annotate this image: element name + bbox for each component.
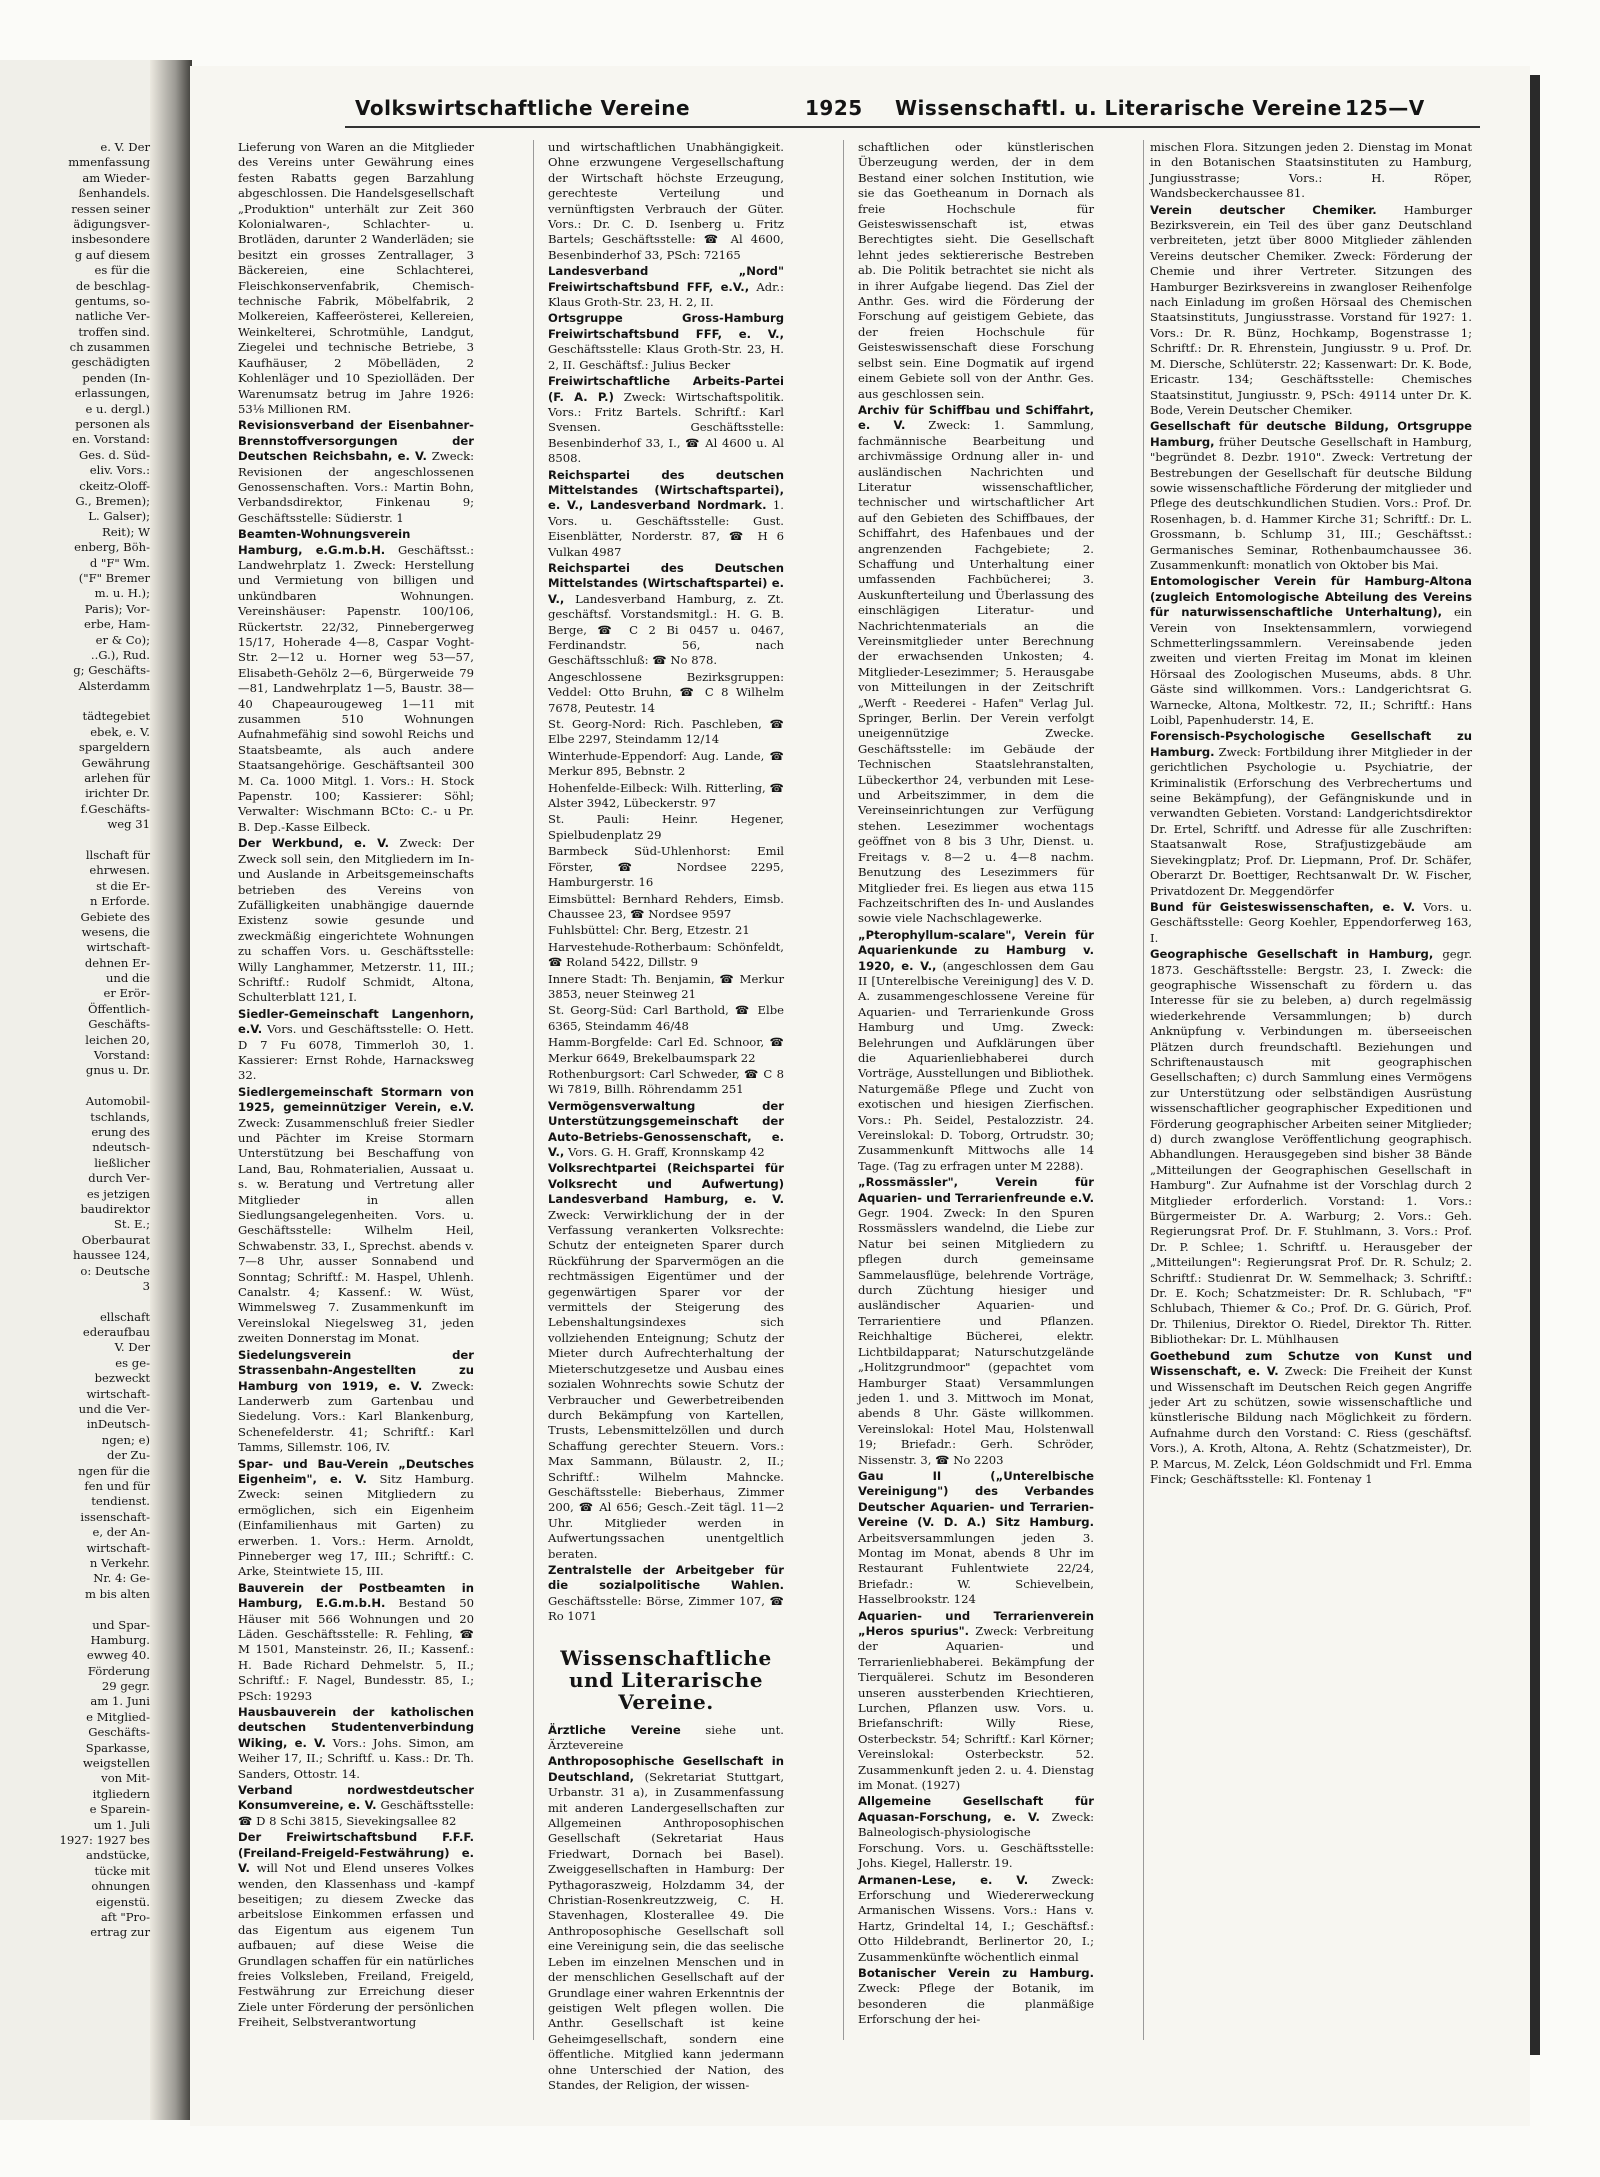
header-rule: [345, 126, 1480, 128]
fragment-line: m. u. H.);: [94, 586, 150, 601]
fragment-line: arlehen für: [84, 771, 150, 786]
fragment-line: e, der An-: [92, 1525, 150, 1540]
fragment-line: ("F" Bremer: [78, 570, 150, 585]
fragment-line: m bis alten: [84, 1586, 150, 1601]
fragment-line: ndeutsch-: [92, 1140, 150, 1155]
fragment-line: ohnungen: [91, 1879, 150, 1894]
column-2: [238, 140, 474, 2070]
entry-heading: Landesverband „Nord" Freiwirtschaftsbund FFF, e.V.,: [548, 264, 784, 294]
fragment-line: Gewährung: [81, 755, 150, 770]
entry-text: Angeschlossene Bezirksgruppen: Veddel: Otto Bruhn, ☎ C 8 Wilhelm 7678, Peutestr. 14: [548, 669, 784, 715]
fragment-line: gentums, so-: [74, 293, 150, 308]
directory-entry: [548, 1723, 784, 1754]
fragment-line: e Sparein-: [89, 1802, 150, 1817]
directory-entry: [548, 468, 784, 560]
directory-entry: [238, 1007, 474, 1084]
fragment-line: erung des: [91, 1125, 150, 1139]
fragment-line: weigstellen: [82, 1756, 150, 1771]
entry-text: Fuhlsbüttel: Chr. Berg, Etzestr. 21: [548, 923, 750, 938]
entry-text: ein Verein von Insektensammlern, vorwiegend Schmetterlingssammlern. Vereinsabende jeden zweiten und vierten Freitag im Monat im kleinen Hörsaal des Zoologischen Museums, abds. 8 Uhr. Gäste sind willkommen. Vors.: Landgerichtsrat G. Warnecke, Altona, Moltkestr. 72, II.; Schriftf.: Hans Loibl, Papenhuderstr. 14, E.: [1150, 605, 1472, 728]
entry-text: Geschäftsst.: Landwehrplatz 1. Zweck: Herstellung und Vermietung von billigen und unkündbaren Wohnungen. Vereinshäuser: Papenstr. 100/106, Rückertstr. 22/32, Pinnebergerweg 15/17, Hoherade 4—8, Caspar Voght-Str. 2—12 u. Horner weg 53—57, Elisabeth-Gehölz 2—6, Bürgerweide 79—81, Landwehrplatz 1—5, Baustr. 38—40 Chapeaurougeweg 1—11 mit zusammen 510 Wohnungen Aufnahmefähig sind sowohl Reichs und Staatsbeamte, als auch andere Staatsangehörige. Geschäftsanteil 300 M. Ca. 1000 Mitgl. 1. Vors.: H. Stock Papenstr. 100; Kassierer: Söhl; Verwalter: Wischmann BCto: C.- u Pr. B. Dep.-Kasse Eilbeck.: [238, 542, 474, 834]
directory-entry: [858, 140, 1094, 402]
entry-text: Zweck: Erforschung und Wiedererweckung Armanischen Wissens. Vors.: Hans v. Hartz, Grindeltal 14, I.; Geschäftsf.: Otto Hildebrandt, Berlinertor 20, I.; Zusammenkünfte wöchentlich einmal: [858, 1872, 1094, 1964]
fragment-line: es jetzigen: [86, 1186, 150, 1201]
fragment-line: de beschlag-: [75, 278, 150, 293]
fragment-line: aft "Pro-: [100, 1909, 150, 1924]
entry-text: Winterhude-Eppendorf: Aug. Lande, ☎ Merkur 895, Bebnstr. 2: [548, 748, 784, 779]
fragment-line: inDeutsch-: [86, 1417, 150, 1432]
entry-heading: Anthroposophische Gesellschaft in Deutschland,: [548, 1754, 784, 1784]
entry-text: Gegr. 1904. Zweck: In den Spuren Rossmässlers wandelnd, die Liebe zur Natur bei seinen Mitgliedern zu pflegen durch gemeinsame Sammelausflüge, belehrende Vorträge, durch Züchtung hiesiger und ausländischer Aquarien- und Terrarientiere und Pflanzen. Reichhaltige Bücherei, elektr. Lichtbildapparat; Naturschutzgelände „Holitzgrundmoor" (gepachtet vom Hamburger Staat) Versammlungen jeden 1. und 3. Mittwoch im Monat, abends 8 Uhr. Gäste willkommen. Vereinslokal: Hotel Mau, Holstenwall 19; Briefadr.: Gerh. Schröder, Nissenstr. 3, ☎ No 2203: [858, 1206, 1094, 1467]
fragment-line: ellschaft: [99, 1309, 150, 1324]
directory-entry: [548, 812, 784, 843]
entry-text: Barmbeck Süd-Uhlenhorst: Emil Förster, ☎ Nordsee 2295, Hamburgerstr. 16: [548, 844, 784, 890]
directory-entry: [1150, 729, 1472, 898]
fragment-line: V. Der: [114, 1340, 150, 1355]
entry-text: St. Georg-Süd: Carl Barthold, ☎ Elbe 6365, Steindamm 46/48: [548, 1003, 784, 1033]
fragment-line: e. V. Der: [100, 140, 150, 154]
fragment-line: ädigungsver-: [73, 216, 150, 231]
fragment-line: [50, 1602, 150, 1617]
fragment-line: ewweg 40.: [86, 1648, 150, 1663]
fragment-line: [50, 833, 150, 848]
fragment-line: ressen seiner: [71, 201, 150, 216]
entry-text: mischen Flora. Sitzungen jeden 2. Dienstag im Monat in den Botanischen Staatsinstituten zu Hamburg, Jungiusstrasse; Vors.: H. Röper, Wandsbeckerchaussee 81.: [1150, 140, 1472, 201]
fragment-line: haussee 124,: [73, 1248, 150, 1263]
fragment-line: ederaufbau: [82, 1325, 150, 1340]
fragment-line: [50, 1079, 150, 1094]
fragment-line: 1927: 1927 bes: [59, 1832, 150, 1847]
column-4: [858, 140, 1094, 2070]
fragment-line: Paris); Vor-: [84, 601, 150, 616]
entry-heading: Spar- und Bau-Verein „Deutsches Eigenheim", e. V.: [238, 1456, 474, 1486]
directory-entry: [548, 1035, 784, 1066]
directory-entry: [548, 844, 784, 890]
fragment-line: Vorstand:: [93, 1048, 150, 1063]
fragment-line: irichter Dr.: [85, 786, 150, 801]
fragment-line: ngen für die: [78, 1463, 150, 1478]
directory-entry: [548, 972, 784, 1003]
directory-entry: [548, 781, 784, 812]
entry-text: Zweck: Die Freiheit der Kunst und Wissenschaft im Deutschen Reich gegen Angriffe jeder Art zu schützen, sowie wissenschaftliche und künstlerische Bildung nach Möglichkeit zu fördern. Aufnahme durch den Vorstand: C. Riess (geschäftsf. Vors.), A. Kroth, Altona, A. Rehtz (Schatzmeister), Dr. P. Marcus, M. Zelck, Léon Goldschmidt und Frl. Emma Finck; Geschäftsstelle: Kl. Fontenay 1: [1150, 1364, 1472, 1486]
directory-entry: [238, 836, 474, 1005]
page-number: 125—V: [1345, 96, 1425, 120]
fragment-line: geschädigten: [71, 355, 150, 370]
directory-entry: [858, 1609, 1094, 1794]
fragment-line: von Mit-: [101, 1771, 150, 1786]
entry-heading: „Pterophyllum-scalare", Verein für Aquarienkunde zu Hamburg v. 1920, e. V.,: [858, 927, 1094, 973]
fragment-line: Geschäfts-: [88, 1017, 150, 1032]
fragment-line: Hamburg.: [90, 1632, 150, 1647]
entry-heading: Reichspartei des Deutschen Mittelstandes (Wirtschaftspartei) e. V.,: [548, 560, 784, 606]
fragment-line: andstücke,: [86, 1848, 150, 1863]
fragment-line: insbesondere: [71, 232, 150, 247]
directory-entry: [1150, 574, 1472, 728]
fragment-line: ..G.), Rud.: [90, 647, 150, 662]
entry-text: Adr.: Klaus Groth-Str. 23, H. 2, II.: [548, 279, 785, 310]
directory-entry: [858, 1175, 1094, 1468]
fragment-line: llschaft für: [85, 847, 150, 862]
fragment-line: erbe, Ham-: [84, 617, 150, 632]
entry-text: Hamburger Bezirksverein, ein Teil des über ganz Deutschland verbreiteten, jetzt über 8000 Mitglieder zählenden Vereins deutscher Chemiker. Zweck: Förderung der Chemie und ihrer Vertreter. Sitzungen des Hamburger Bezirksvereins in zwangloser Reihenfolge nach Einladung im großen Hörsaal des Chemischen Staatsinstituts, Jungiusstrasse. Vorstand für 1927: 1. Vors.: Dr. R. Bünz, Hochkamp, Bogenstrasse 1; Schriftf.: Dr. R. Ehrenstein, Jungiusstr. 9 u. Prof. Dr. M. Diersche, Schlüterstr. 22; Kassenwart: Dr. K. Bode, Ericastr. 134; Geschäftsstelle: Chemisches Staatsinstitut, Jungiusstr. 9, PSch: 49114 unter Dr. K. Bode, Verein Deutscher Chemiker.: [1150, 202, 1472, 417]
entry-text: Zweck: Revisionen der angeschlossenen Genossenschaften. Vors.: Martin Bohn, Verbandsdirektor, Finkenau 9; Geschäftsstelle: Südierstr. 1: [238, 449, 475, 525]
fragment-line: e Mitglied-: [86, 1709, 150, 1724]
fragment-line: es ge-: [115, 1355, 150, 1370]
fragment-line: n Erforde.: [90, 894, 150, 909]
fragment-line: e u. dergl.): [85, 401, 150, 416]
entry-text: Zweck: Wirtschaftspolitik. Vors.: Fritz Bartels. Schriftf.: Karl Svensen. Geschäftsstelle: Besenbinderhof 33, I., ☎ Al 4600 u. Al 8508.: [548, 389, 784, 466]
fragment-line: d "F" Wm.: [89, 555, 150, 570]
directory-entry: [548, 1754, 784, 2093]
fragment-line: Öffentlich-: [87, 1001, 150, 1016]
entry-text: Geschäftsstelle: ☎ D 8 Schi 3815, Sievekingsallee 82: [238, 1798, 475, 1828]
entry-text: Arbeitsversammlungen jeden 3. Montag im Monat, abends 8 Uhr im Restaurant Fuhlentwiete 22/24, Briefadr.: W. Schievelbein, Hasselbrookstr. 124: [858, 1530, 1094, 1607]
entry-text: St. Pauli: Heinr. Hegener, Spielbudenplatz 29: [548, 812, 784, 842]
fragment-line: spargeldern: [78, 740, 150, 755]
fragment-line: am 1. Juni: [90, 1694, 150, 1709]
fragment-line: erlassungen,: [74, 386, 150, 401]
fragment-line: en. Vorstand:: [72, 432, 150, 447]
column-left-page-fragment: [50, 140, 150, 2070]
fragment-line: tücke mit: [94, 1863, 150, 1878]
entry-text: Zweck: Verbreitung der Aquarien- und Terrarienliebhaberei. Bekämpfung der Tierquälerei. Schutz im Besonderen unseren aussterbenden Kriechtieren, Lurchen, Pflanzen usw. Vors. u. Briefanschrift: Willy Riese, Osterbeckstr. 54; Schriftf.: Karl Körner; Vereinslokal: Osterbeckstr. 52. Zusammenkunft jeden 2. u. 4. Dienstag im Monat. (1927): [858, 1624, 1094, 1793]
fragment-line: troffen sind.: [78, 324, 150, 339]
entry-text: Zweck: Der Zweck soll sein, den Mitgliedern im In- und Auslande in Arbeitsgemeinschafts betrieben des Vereins von Zufälligkeiten unabhängige dauernde Existenz sowie gesunde und zweckmäßig eingerichtete Wohnungen zu schaffen Vors. u. Geschäftsstelle: Willy Langhammer, Metzerstr. 11, III.; Schriftf.: Rudolf Schmidt, Altona, Schulterblatt 121, I.: [238, 836, 475, 1005]
fragment-line: 29 gegr.: [101, 1679, 150, 1694]
directory-entry: [238, 418, 474, 526]
entry-text: Hamm-Borgfelde: Carl Ed. Schnoor, ☎ Merkur 6649, Brekelbaumspark 22: [548, 1035, 784, 1065]
fragment-line: enberg, Böh-: [74, 540, 150, 555]
entry-text: Geschäftsstelle: Klaus Groth-Str. 23, H. 2, II. Geschäftsf.: Julius Becker: [548, 342, 784, 372]
directory-entry: [238, 1348, 474, 1456]
directory-entry: [1150, 900, 1472, 946]
entry-text: (angeschlossen dem Gau II [Unterelbische Vereinigung] des V. D. A. zusammengeschlossene Vereine für Aquarien- und Terrarienkunde Gross Hamburg und Umg. Zweck: Belehrungen und Aufklärungen über die Aquarienliebhaberei durch Vorträge, Ausstellungen und Bibliothek. Naturgemäße Pflege und Zucht von exotischen und hiesigen Zierfischen. Vors.: Ph. Seidel, Pestalozzistr. 24. Vereinslokal: D. Toborg, Ortrudstr. 30; Zusammenkunft Mittwochs alle 14 Tage. (Tag zu erfragen unter M 2288).: [858, 958, 1094, 1173]
fragment-line: L. Galser);: [88, 509, 150, 524]
directory-entry: [858, 1966, 1094, 2028]
directory-entry: [548, 140, 784, 263]
fragment-line: g auf diesem: [74, 247, 150, 262]
fragment-line: Automobil-: [85, 1094, 150, 1109]
entry-heading: Forensisch-Psychologische Gesellschaft zu Hamburg.: [1150, 729, 1472, 759]
fragment-line: und Spar-: [92, 1617, 150, 1632]
entry-text: 1. Vors. u. Geschäftsstelle: Gust. Eisenblätter, Norderstr. 87, ☎ H 6 Vulkan 4987: [548, 498, 784, 559]
fragment-line: am Wieder-: [82, 170, 150, 185]
entry-text: Vors.: Johs. Simon, am Weiher 17, II.; Schriftf. u. Kass.: Dr. Th. Sanders, Ottostr. 14.: [238, 1735, 474, 1781]
column-divider: [843, 140, 844, 2040]
column-divider: [533, 140, 534, 2040]
directory-entry: [858, 1873, 1094, 1965]
entry-text: siehe unt. Ärztevereine: [548, 1722, 784, 1752]
directory-entry: [548, 1563, 784, 1625]
fragment-line: personen als: [75, 417, 150, 432]
entry-text: Landesverband Hamburg, z. Zt. geschäftsf. Vorstandsmitgl.: H. G. B. Berge, ☎ C 2 Bi 0457 u. 0467, Ferdinandstr. 56, nach Geschäftsschluß: ☎ No 878.: [548, 591, 784, 668]
directory-entry: [548, 940, 784, 971]
entry-text: will Not und Elend unseres Volkes wenden, den Klassenhass und -kampf beseitigen; zu diesem Zwecke das arbeitslose Einkommen erfassen und das Eigentum aus eigenem Tun aufbauen; auf diese Weise die Grundlagen schaffen für ein natürliches freies Volksleben, Freiland, Freigeld, Festwährung zur Erreichung dieser Ziele unter Förderung der persönlichen Freiheit, Selbstverantwortung: [238, 1861, 474, 2030]
entry-text: Zweck: Landerwerb zum Gartenbau und Siedelung. Vors.: Karl Blankenburg, Schenefelderstr. 41; Schriftf.: Karl Tamms, Sillemstr. 106, IV.: [238, 1378, 475, 1455]
entry-heading: Allgemeine Gesellschaft für Aquasan-Forschung, e. V.: [858, 1794, 1094, 1824]
fragment-line: durch Ver-: [88, 1171, 150, 1186]
running-header-year: 1925: [805, 96, 863, 120]
directory-entry: [548, 923, 784, 938]
running-header-left: Volkswirtschaftliche Vereine: [355, 96, 691, 120]
entry-heading: Bauverein der Postbeamten in Hamburg, E.G.m.b.H.: [238, 1580, 474, 1611]
directory-entry: [1150, 1349, 1472, 1488]
fragment-line: baudirektor: [80, 1201, 150, 1216]
fragment-line: er & Co);: [95, 632, 150, 647]
column-3: [548, 140, 785, 2092]
fragment-line: es für die: [94, 263, 150, 278]
fragment-line: wirtschaft-: [86, 940, 150, 955]
entry-text: Zweck: Balneologisch-physiologische Forschung. Vors. u. Geschäftsstelle: Johs. Kiegel, Hallerstr. 19.: [858, 1809, 1095, 1871]
section-title: Wissenschaftliche und Literarische Vereine.: [560, 1645, 772, 1714]
directory-entry: [548, 1067, 784, 1098]
fragment-line: Geschäfts-: [88, 1725, 150, 1740]
entry-heading: Siedlergemeinschaft Stormarn von 1925, gemeinnütziger Verein, e.V.: [238, 1084, 474, 1115]
entry-text: gegr. 1873. Geschäftsstelle: Bergstr. 23, I. Zweck: die geographische Wissenschaft zu fördern u. das Interesse für sie zu beleben, a) durch regelmässig wiederkehrende Versammlungen; b) durch Anknüpfung v. Verbindungen m. überseeischen Plätzen durch freundschaftl. Beziehungen und Schriftenaustausch mit geographischen Gesellschaften; c) durch Sammlung eines Vermögens zur Unterstützung oder selbständigen Ausrüstung wissenschaftlicher geographischer Expeditionen und Förderung geographischer Arbeiten seiner Mitglieder; d) durch zwanglose Veröffentlichung geographisch. Abhandlungen. Herausgegeben sind bisher 38 Bände „Mitteilungen der Geographischen Gesellschaft in Hamburg". Zur Aufnahme ist der Vorschlag durch 2 Mitglieder erforderlich. Vorstand: 1. Vors.: Bürgermeister Dr. A. Warburg; 2. Vors.: Geh. Regierungsrat Prof. Dr. F. Stuhlmann, 3. Vors.: Prof. Dr. P. Schlee; 1. Schriftf. u. Herausgeber der „Mitteilungen": Regierungsrat Prof. Dr. R. Schulz; 2. Schriftf.: Studienrat Dr. W. Semmelhack; 3. Schriftf.: Dr. E. Koch; Schatzmeister: Dr. R. Schlubach, "F" Schlubach, Thiemer & Co.; Prof. Dr. G. Gürich, Prof. Dr. Thilenius, Direktor O. Riedel, Direktor Th. Ritter. Bibliothekar: Dr. L. Mühlhausen: [1150, 947, 1473, 1347]
fragment-line: 3: [142, 1278, 150, 1293]
directory-entry: [548, 1161, 784, 1562]
directory-entry: [548, 264, 784, 310]
fragment-line: [50, 694, 150, 709]
directory-entry: [548, 717, 784, 748]
fragment-line: wirtschaft-: [86, 1386, 150, 1401]
entry-text: Vors. G. H. Graff, Kronnskamp 42: [564, 1145, 765, 1159]
entry-text: schaftlichen oder künstlerischen Überzeugung werden, der in dem Bestand einer solchen Institution, wie sie das Goetheanum in Dornach als freie Hochschule für Geisteswissenschaft ist, etwas Berechtigtes sieht. Die Gesellschaft lehnt jedes sektiererische Bestreben ab. Die Politik betrachtet sie nicht als in ihrer Aufgabe liegend. Das Ziel der Anthr. Ges. wird die Förderung der Forschung auf geistigem Gebiete, das der freien Hochschule für Geisteswissenschaft diese Forschung selbst sein. Eine Dogmatik auf irgend einem Gebiete soll von der Anthr. Ges. aus geschlossen sein.: [858, 140, 1094, 401]
entry-heading: Revisionsverband der Eisenbahner-Brennstoffversorgungen der Deutschen Reichsbahn, e. V.: [238, 418, 474, 464]
fragment-line: Oberbaurat: [81, 1232, 150, 1247]
fragment-line: wesens, die: [81, 924, 150, 939]
directory-entry: [238, 527, 474, 835]
entry-text: früher Deutsche Gesellschaft in Hamburg, "begründet 8. Dezbr. 1910". Zweck: Vertretung der Bestrebungen der Gesellschaft für deutsche Bildung sowie wissenschaftliche Förderung der mitglieder und Pflege des deutschkundlichen Studien. Vors.: Prof. Dr. Rosenhagen, b. d. Hammer Kirche 31; Schriftf.: Dr. L. Grossmann, b. Schlump 31, III.; Geschäftsst.: Germanisches Seminar, Rothenbaumchaussee 36. Zusammenkunft: monatlich von Oktober bis Mai.: [1150, 434, 1472, 572]
fragment-line: tschlands,: [90, 1109, 150, 1124]
entry-text: Geschäftsstelle: Börse, Zimmer 107, ☎ Ro 1071: [548, 1593, 784, 1624]
fragment-line: o: Deutsche: [80, 1263, 150, 1278]
entry-heading: Zentralstelle der Arbeitgeber für die sozialpolitische Wahlen.: [548, 1562, 784, 1593]
fragment-line: Nr. 4: Ge-: [93, 1571, 150, 1586]
fragment-line: gnus u. Dr.: [85, 1063, 150, 1078]
fragment-line: eliv. Vors.:: [89, 463, 150, 478]
entry-text: Zweck: Fortbildung ihrer Mitglieder in der gerichtlichen Psychologie u. Psychiatrie, der Kriminalistik (Erforschung des Verbrechertums und seine Bekämpfung), der Gefängniskunde und in verwandten Gebieten. Vorstand: Landgerichtsdirektor Dr. Ertel, Schriftf. und Adresse für alle Zuschriften: Staatsanwalt Rose, Strafjustizgebäude am Sievekingplatz; Prof. Dr. Liepmann, Prof. Dr. Schäfer, Oberarzt Dr. Boettiger, Rechtsanwalt Dr. W. Fischer, Privatdozent Dr. Meggendörfer: [1150, 744, 1472, 898]
entry-heading: Beamten-Wohnungsverein Hamburg, e.G.m.b.H.: [238, 527, 411, 557]
fragment-line: ch zusammen: [69, 340, 150, 355]
entry-text: (Sekretariat Stuttgart, Urbanstr. 31 a), in Zusammenfassung mit anderen Landergesellschaften zur Allgemeinen Anthroposophischen Gesellschaft (Sekretariat Haus Friedwart, Dornach bei Basel). Zweiggesellschaften in Hamburg: Der Pythagoraszweig, Holzdamm 34, der Christian-Rosenkreutzzweig, C. H. Stavenhagen, Klosterallee 49. Die Anthroposophische Gesellschaft soll eine Vereinigung sein, die das seelische Leben im einzelnen Menschen und in der menschlichen Gesellschaft auf der Grundlage einer wahren Erkenntnis der geistigen Welt pflegen wollen. Die Anthr. Gesellschaft ist keine Geheimgesellschaft, sondern eine öffentliche. Mitglied kann jedermann ohne Unterschied der Nation, des Standes, der Religion, der wissen-: [548, 1769, 784, 2092]
fragment-line: itgliedern: [92, 1786, 150, 1801]
fragment-line: n Verkehr.: [89, 1555, 150, 1570]
directory-entry: [1150, 419, 1472, 573]
fragment-line: ehrwesen.: [89, 863, 150, 878]
entry-heading: Ärztliche Vereine: [548, 1722, 681, 1737]
directory-entry: [548, 311, 784, 373]
entry-text: Vors. u. Geschäftsstelle: Georg Koehler, Eppendorferweg 163, I.: [1150, 899, 1472, 945]
directory-entry: [548, 1099, 784, 1161]
directory-entry: [548, 892, 784, 923]
entry-heading: Entomologischer Verein für Hamburg-Altona (zugleich Entomologische Abteilung des Vereins für naturwissenschaftliche Unterhaltung),: [1150, 574, 1472, 620]
entry-heading: Reichspartei des deutschen Mittelstandes (Wirtschaftspartei), e. V., Landesverband Nordmark.: [548, 467, 784, 513]
fragment-line: leichen 20,: [85, 1032, 150, 1047]
entry-heading: Siedelungsverein der Strassenbahn-Angestellten zu Hamburg von 1919, e. V.: [238, 1347, 474, 1393]
fragment-line: Reit); W: [102, 524, 150, 539]
fragment-line: [50, 1294, 150, 1309]
fragment-line: weg 31: [107, 817, 150, 832]
directory-entry: [238, 1457, 474, 1580]
entry-heading: Armanen-Lese, e. V.: [858, 1872, 1029, 1887]
page-edge-bar: [1530, 75, 1540, 2055]
fragment-line: und die: [105, 971, 150, 986]
directory-entry: [858, 928, 1094, 1175]
fragment-line: g; Geschäfts-: [73, 663, 150, 678]
entry-heading: Siedler-Gemeinschaft Langenhorn, e.V.: [238, 1006, 474, 1037]
fragment-line: Ges. d. Süd-: [79, 447, 150, 462]
entry-heading: Bund für Geisteswissenschaften, e. V.: [1150, 899, 1416, 914]
fragment-line: dehnen Er-: [84, 955, 150, 970]
entry-heading: Der Werkbund, e. V.: [238, 836, 390, 851]
running-header-right: Wissenschaftl. u. Literarische Vereine: [895, 96, 1342, 120]
entry-text: Hohenfelde-Eilbeck: Wilh. Ritterling, ☎ Alster 3942, Lübeckerstr. 97: [548, 780, 784, 811]
directory-entry: [548, 749, 784, 780]
directory-entry: [858, 403, 1094, 927]
directory-entry: [548, 670, 784, 716]
directory-entry: [238, 1705, 474, 1782]
fragment-line: ngen; e): [101, 1432, 150, 1447]
entry-heading: Geographische Gesellschaft in Hamburg,: [1150, 947, 1434, 962]
directory-entry: [238, 1830, 474, 2030]
fragment-line: und die Ver-: [78, 1402, 150, 1417]
fragment-line: Sparkasse,: [85, 1740, 150, 1755]
fragment-line: Förderung: [87, 1663, 150, 1678]
entry-heading: „Rossmässler", Verein für Aquarien- und Terrarienfreunde e.V.: [858, 1175, 1094, 1205]
directory-entry: [238, 1581, 474, 1704]
entry-heading: Verband nordwestdeutscher Konsumvereine, e. V.: [238, 1783, 474, 1813]
directory-entry: [1150, 203, 1472, 419]
fragment-line: Alsterdamm: [78, 678, 150, 693]
fragment-line: ebek, e. V.: [90, 724, 150, 739]
entry-heading: Gesellschaft für deutsche Bildung, Ortsgruppe Hamburg,: [1150, 419, 1472, 449]
fragment-line: um 1. Juli: [93, 1817, 150, 1832]
entry-text: Zweck: Verwirklichung der in der Verfassung verankerten Volksrechte: Schutz der enteigneten Sparer durch Rückführung der Sparvermögen an die rechtmässigen Eigentümer und der gegenwärtigen Sparer vor der vermittels der Steigerung des Lebenshaltungsindexes sich vollziehenden Enteignung; Schutz der Mieter durch Aufrechterhaltung der Mieterschutzgesetze und Ausbau eines sozialen Wohnrechts sowie Schutz der Verbraucher und Gewerbetreibenden durch Bekämpfung von Kartellen, Trusts, Lebensmittelzöllen und durch Schaffung gerechter Steuern. Vors.: Max Sammann, Bülaustr. 2, II.; Schriftf.: Wilhelm Mahncke. Geschäftsstelle: Bieberhaus, Zimmer 200, ☎ Al 656; Gesch.-Zeit tägl. 11—2 Uhr. Mitglieder werden in Aufwertungssachen unentgeltlich beraten.: [548, 1207, 784, 1561]
column-5: [1150, 140, 1472, 2070]
entry-text: Lieferung von Waren an die Mitglieder des Vereins unter Gewährung eines festen Rabatts gegen Barzahlung abgeschlossen. Die Handelsgesellschaft „Produktion" unterhält zur Zeit 360 Kolonialwaren-, Schlachter- u. Brotläden, darunter 2 Wanderläden; sie besitzt ein grosses Zentrallager, 3 Bäckereien, eine Schlachterei, Fleischkonservenfabrik, Chemisch-technische Fabrik, Möbelfabrik, 2 Molkereien, Kaffeerösterei, Kellereien, Weinkelterei, Schrotmühle, Landgut, Ziegelei und technische Betriebe, 3 Kaufhäuser, 2 Möbelläden, 2 Kohlenläger und 10 Speziolläden. Der Warenumsatz betrug im Jahre 1926: 53⅛ Millionen RM.: [238, 140, 474, 416]
fragment-line: wirtschaft-: [86, 1540, 150, 1555]
directory-entry: [548, 374, 784, 466]
entry-text: und wirtschaftlichen Unabhängigkeit. Ohne erzwungene Vergesellschaftung der Wirtschaft höchste Erzeugung, gerechteste Verteilung und vernünftigsten Verbrauch der Güter. Vors.: Dr. C. D. Isenberg u. Fritz Bartels; Geschäftsstelle: ☎ Al 4600, Besenbinderhof 33, PSch: 72165: [548, 140, 784, 262]
entry-text: Bestand 50 Häuser mit 566 Wohnungen und 20 Läden. Geschäftsstelle: R. Fehling, ☎ M 1501, Mansteinstr. 26, II.; Kassenf.: H. Bade Richard Dehmelstr. 5, II.; Schriftf.: F. Nagel, Bundesstr. 85, I.; PSch: 19293: [238, 1596, 474, 1703]
directory-entry: [858, 1469, 1094, 1608]
directory-entry: [548, 1003, 784, 1034]
entry-heading: Volksrechtpartei (Reichspartei für Volksrecht und Aufwertung) Landesverband Hamburg, e. V.: [548, 1161, 784, 1207]
fragment-line: f.Geschäfts-: [80, 801, 150, 816]
fragment-line: tädtegebiet: [82, 709, 150, 724]
entry-heading: Aquarien- und Terrarienverein „Heros spurius".: [858, 1608, 1094, 1638]
column-divider: [1143, 140, 1144, 2040]
entry-text: Zweck: Pflege der Botanik, im besonderen die planmäßige Erforschung der hei-: [858, 1981, 1094, 2027]
fragment-line: fen und für: [84, 1478, 150, 1493]
fragment-line: st die Er-: [96, 878, 150, 893]
fragment-line: tendienst.: [91, 1494, 150, 1509]
entry-text: Harvestehude-Rotherbaum: Schönfeldt, ☎ Roland 5422, Dillstr. 9: [548, 939, 784, 970]
entry-heading: Verein deutscher Chemiker.: [1150, 202, 1377, 217]
directory-entry: [858, 1794, 1094, 1871]
fragment-line: eigenstü.: [95, 1894, 150, 1909]
entry-heading: Archiv für Schiffbau und Schiffahrt, e. V.: [858, 402, 1094, 433]
entry-heading: Vermögensverwaltung der Unterstützungsgemeinschaft der Auto-Betriebs-Genossenschaft, e. V.,: [548, 1098, 784, 1159]
fragment-line: ckeitz-Oloff-: [79, 478, 150, 493]
fragment-line: natliche Ver-: [75, 309, 150, 324]
directory-entry: [1150, 140, 1472, 202]
entry-text: Innere Stadt: Th. Benjamin, ☎ Merkur 3853, neuer Steinweg 21: [548, 971, 784, 1001]
fragment-line: bezweckt: [94, 1371, 150, 1386]
entry-text: Vors. und Geschäftsstelle: O. Hett. D 7 Fu 6078, Timmerloh 30, 1. Kassierer: Ernst Rohde, Harnacksweg 32.: [238, 1022, 474, 1083]
fragment-line: ließlicher: [94, 1155, 150, 1170]
entry-text: Zweck: Zusammenschluß freier Siedler und Pächter im Kreise Stormarn Unterstützung bei Beschaffung von Land, Bau, Rohmaterialien, Aussaat u. s. w. Beratung und Vertretung aller Mitglieder in allen Siedlungsangelegenheiten. Vors. u. Geschäftsstelle: Wilhelm Heil, Schwabenstr. 33, I., Sprechst. abends v. 7—8 Uhr, ausser Sonnabend und Sonntag; Schriftf.: M. Haspel, Uhlenh. Canalstr. 4; Kassenf.: W. Wüst, Wimmelsweg 7. Zusammenkunft im Vereinslokal Niegelsweg 31, jeden zweiten Donnerstag im Monat.: [238, 1115, 474, 1346]
entry-text: Eimsbüttel: Bernhard Rehders, Eimsb. Chaussee 23, ☎ Nordsee 9597: [548, 891, 784, 921]
entry-text: Sitz Hamburg. Zweck: seinen Mitgliedern zu ermöglichen, sich ein Eigenheim (Einfamilienhaus mit Garten) zu erwerben. 1. Vors.: Herm. Arnoldt, Pinneberger weg 17, III.; Schriftf.: C. Arke, Steintwiete 15, III.: [238, 1471, 474, 1579]
book-fold-shadow: [150, 60, 192, 2120]
fragment-line: der Zu-: [107, 1448, 150, 1463]
entry-heading: Freiwirtschaftliche Arbeits-Partei (F. A. P.): [548, 374, 784, 404]
entry-heading: Botanischer Verein zu Hamburg.: [858, 1965, 1094, 1980]
fragment-line: ßenhandels.: [78, 186, 150, 201]
directory-entry: [238, 1085, 474, 1347]
entry-heading: Goethebund zum Schutze von Kunst und Wissenschaft, e. V.: [1150, 1348, 1472, 1379]
entry-heading: Hausbauverein der katholischen deutschen Studentenverbindung Wiking, e. V.: [238, 1705, 474, 1750]
fragment-line: St. E.;: [113, 1217, 150, 1232]
fragment-line: ertrag zur: [90, 1925, 150, 1940]
fragment-line: penden (In-: [82, 370, 150, 385]
fragment-line: Gebiete des: [80, 909, 150, 924]
directory-entry: [548, 561, 784, 669]
directory-entry: [238, 1783, 474, 1829]
entry-text: Zweck: 1. Sammlung, fachmännische Bearbeitung und archivmässige Ordnung aller in- und ausländischen Nachrichten und Literatur wissenschaftlicher, technischer und wirtschaftlicher Art auf den Gebieten des Schiffbaues, der Schiffahrt, des Hafenbaues und der angrenzenden Fachgebiete; 2. Schaffung und Unterhaltung einer umfassenden Fachbücherei; 3. Auskunfterteilung und Überlassung des einschlägigen Literatur- und Nachrichtenmaterials an die Vereinsmitglieder unter Berechnung der erwachsenden Unkosten; 4. Mitglieder-Lesezimmer; 5. Herausgabe von Mitteilungen in der Zeitschrift „Werft - Reederei - Hafen" Verlag Jul. Springer, Berlin. Der Verein verfolgt uneigennützige Zwecke. Geschäftsstelle: im Gebäude der Technischen Staatslehranstalten, Lübeckerthor 24, verbunden mit Lese- und Arbeitszimmer, in dem die Vereinseinrichtungen zur Verfügung stehen. Lesezimmer wochentags geöffnet von 8 bis 3 Uhr, Dienst. u. Freitags v. 8—2 u. 4—8 nachm. Benutzung des Lesezimmers für Mitglieder frei. Es liegen aus etwa 115 Fachzeitschriften des In- und Auslandes sowie viele Nachschlagewerke.: [858, 418, 1095, 926]
fragment-line: G., Bremen);: [75, 493, 150, 508]
directory-entry: [238, 140, 474, 417]
entry-heading: Gau II („Unterelbische Vereinigung") des Verbandes Deutscher Aquarien- und Terrarien-Vereine (V. D. A.) Sitz Hamburg.: [858, 1468, 1094, 1530]
entry-text: St. Georg-Nord: Rich. Paschleben, ☎ Elbe 2297, Steindamm 12/14: [548, 717, 784, 747]
fragment-line: mmenfassung: [68, 155, 150, 170]
directory-entry: [1150, 947, 1472, 1348]
entry-heading: Der Freiwirtschaftsbund F.F.F. (Freiland-Freigeld-Festwährung) e. V.: [238, 1830, 474, 1876]
fragment-line: er Erör-: [103, 986, 150, 1001]
entry-text: Rothenburgsort: Carl Schweder, ☎ C 8 Wi 7819, Billh. Röhrendamm 251: [548, 1066, 784, 1097]
fragment-line: issenschaft-: [80, 1509, 150, 1524]
entry-heading: Ortsgruppe Gross-Hamburg Freiwirtschaftsbund FFF, e. V.,: [548, 311, 784, 341]
